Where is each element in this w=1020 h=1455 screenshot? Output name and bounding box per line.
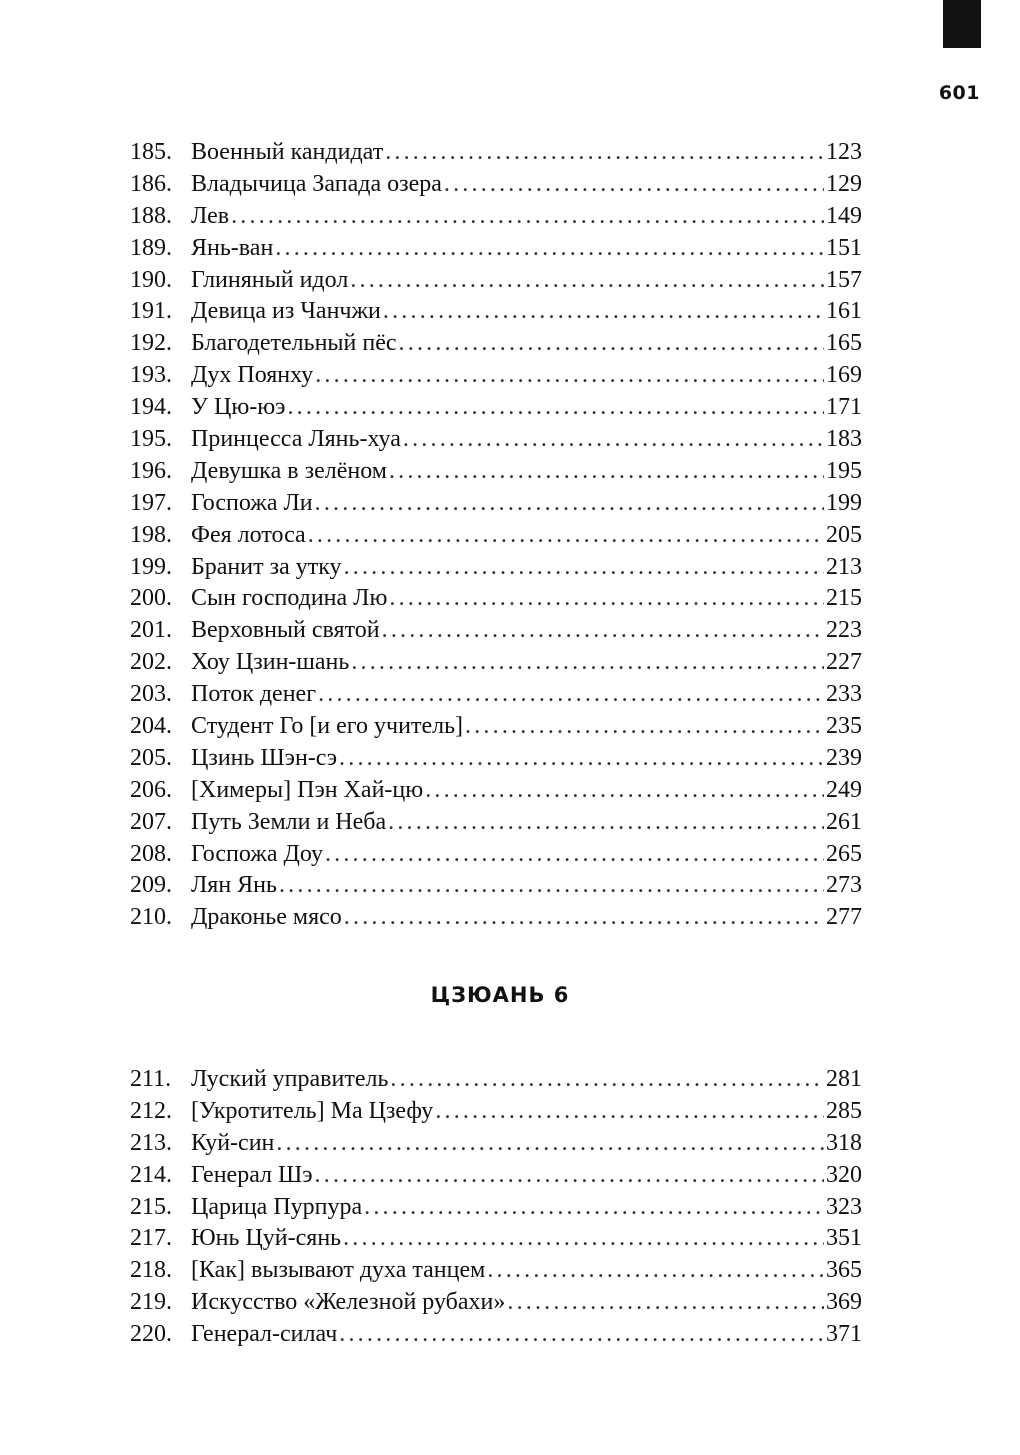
toc-entry-page: 273: [826, 872, 862, 899]
toc-entry: [130, 743, 862, 775]
toc-entry-title: Царица Пурпура: [191, 1193, 363, 1220]
toc-entry-page: 171: [826, 394, 862, 421]
toc-entry-title: Госпожа Доу: [191, 840, 323, 867]
toc-entry-title: Драконье мясо: [191, 904, 342, 931]
toc-entry-page: 129: [826, 170, 862, 197]
toc-leader-dots: [276, 1128, 824, 1160]
toc-entry-page: 281: [826, 1066, 862, 1092]
toc-entry: [130, 615, 862, 647]
toc-entry-page: 320: [826, 1161, 862, 1188]
toc-entry-title: У Цю-юэ: [191, 394, 286, 421]
toc-entry-title: Янь-ван: [191, 234, 274, 261]
toc-entry-title: [Химеры] Пэн Хай-цю: [191, 776, 424, 803]
toc-entry-number: 204.: [130, 713, 172, 740]
toc-entry-number: 215.: [130, 1193, 172, 1220]
page-number: 601: [938, 82, 980, 104]
toc-leader-dots: [339, 743, 824, 775]
toc-entry-title: Благодетельный пёс: [191, 330, 397, 357]
toc-entry: [130, 296, 862, 328]
toc-entry-title: Юнь Цуй-сянь: [191, 1225, 342, 1252]
toc-list-part-1: [130, 137, 862, 934]
toc-leader-dots: [382, 615, 824, 647]
toc-entry: [130, 328, 862, 360]
toc-entry-number: 185.: [130, 139, 172, 165]
thumb-index-tab: [943, 0, 981, 48]
toc-leader-dots: [344, 902, 824, 934]
toc-entry-page: 199: [826, 489, 862, 516]
toc-leader-dots: [231, 201, 824, 233]
toc-entry: [130, 392, 862, 424]
toc-leader-dots: [388, 807, 824, 839]
toc-entry-number: 189.: [130, 234, 172, 261]
toc-leader-dots: [287, 392, 824, 424]
toc-entry: [130, 1192, 862, 1224]
toc-entry-page: 365: [826, 1257, 862, 1284]
toc-entry-page: 149: [826, 202, 862, 229]
toc-entry-number: 219.: [130, 1289, 172, 1316]
toc-entry-number: 202.: [130, 649, 172, 676]
toc-entry-title: Фея лотоса: [191, 521, 306, 548]
toc-entry-number: 203.: [130, 681, 172, 708]
toc-entry-number: 191.: [130, 298, 172, 325]
toc-entry: [130, 1255, 862, 1287]
toc-entry: [130, 1287, 862, 1319]
toc-leader-dots: [344, 552, 824, 584]
toc-entry: [130, 137, 862, 169]
toc-entry-page: 261: [826, 808, 862, 835]
toc-entry-title: Принцесса Лянь-хуа: [191, 426, 401, 453]
toc-entry-page: 235: [826, 713, 862, 740]
toc-leader-dots: [444, 169, 824, 201]
toc-entry-page: 285: [826, 1097, 862, 1124]
toc-entry-title: Девушка в зелёном: [191, 457, 387, 484]
toc-entry-title: Луский управитель: [191, 1066, 389, 1092]
toc-entry: [130, 870, 862, 902]
toc-leader-dots: [465, 711, 824, 743]
toc-entry-page: 227: [826, 649, 862, 676]
toc-entry: [130, 265, 862, 297]
toc-entry: [130, 679, 862, 711]
toc-entry-title: Девица из Чанчжи: [191, 298, 381, 325]
toc-leader-dots: [389, 456, 824, 488]
toc-entry-title: Хоу Цзин-шань: [191, 649, 350, 676]
toc-entry: [130, 456, 862, 488]
toc-leader-dots: [389, 583, 824, 615]
toc-entry-page: 205: [826, 521, 862, 548]
toc-leader-dots: [308, 520, 824, 552]
toc-entry-number: 199.: [130, 553, 172, 580]
toc-entry: [130, 233, 862, 265]
toc-entry-title: Путь Земли и Неба: [191, 808, 387, 835]
toc-leader-dots: [383, 296, 824, 328]
toc-entry-page: 371: [826, 1321, 862, 1348]
toc-entry-page: 169: [826, 362, 862, 389]
toc-leader-dots: [315, 360, 824, 392]
toc-entry-page: 151: [826, 234, 862, 261]
toc-entry-number: 208.: [130, 840, 172, 867]
toc-entry-number: 209.: [130, 872, 172, 899]
toc-entry: [130, 902, 862, 934]
toc-entry-page: 223: [826, 617, 862, 644]
toc-entry: [130, 807, 862, 839]
toc-leader-dots: [390, 1064, 824, 1096]
toc-entry-page: 157: [826, 266, 862, 293]
toc-entry-page: 165: [826, 330, 862, 357]
toc-entry-number: 206.: [130, 776, 172, 803]
toc-entry-page: 233: [826, 681, 862, 708]
toc-leader-dots: [507, 1287, 824, 1319]
toc-entry-page: 215: [826, 585, 862, 612]
toc-leader-dots: [399, 328, 824, 360]
toc-entry-title: Глиняный идол: [191, 266, 349, 293]
toc-entry-number: 201.: [130, 617, 172, 644]
toc-entry: [130, 647, 862, 679]
toc-entry-title: Дух Поянху: [191, 362, 314, 389]
toc-leader-dots: [364, 1192, 824, 1224]
toc-entry-title: Студент Го [и его учитель]: [191, 713, 464, 740]
toc-entry-title: Владычица Запада озера: [191, 170, 442, 197]
toc-entry-number: 197.: [130, 489, 172, 516]
toc-entry-page: 369: [826, 1289, 862, 1316]
toc-entry-title: Лев: [191, 202, 230, 229]
toc-entry-title: Цзинь Шэн-сэ: [191, 744, 338, 771]
toc-entry-title: Сын господина Лю: [191, 585, 388, 612]
toc-entry-title: Куй-син: [191, 1129, 275, 1156]
toc-entry-title: Лян Янь: [191, 872, 277, 899]
toc-entry-page: 318: [826, 1129, 862, 1156]
toc-leader-dots: [425, 775, 824, 807]
toc-entry-number: 195.: [130, 426, 172, 453]
toc-entry-page: 161: [826, 298, 862, 325]
toc-entry: [130, 201, 862, 233]
toc-entry-number: 192.: [130, 330, 172, 357]
toc-entry-number: 211.: [130, 1066, 172, 1092]
toc-entry-page: 351: [826, 1225, 862, 1252]
toc-entry: [130, 1223, 862, 1255]
toc-leader-dots: [315, 488, 824, 520]
toc-entry-title: Искусство «Железной рубахи»: [191, 1289, 506, 1316]
toc-entry-title: Бранит за утку: [191, 553, 342, 580]
toc-entry: [130, 169, 862, 201]
toc-entry: [130, 711, 862, 743]
toc-entry-title: Госпожа Ли: [191, 489, 313, 516]
toc-entry: [130, 552, 862, 584]
toc-entry-number: 205.: [130, 744, 172, 771]
toc-entry-title: [Как] вызывают духа танцем: [191, 1257, 486, 1284]
toc-leader-dots: [315, 1160, 824, 1192]
toc-entry: [130, 1128, 862, 1160]
toc-entry-page: 323: [826, 1193, 862, 1220]
toc-leader-dots: [487, 1255, 824, 1287]
toc-entry-number: 207.: [130, 808, 172, 835]
toc-entry: [130, 1096, 862, 1128]
toc-entry-title: [Укротитель] Ма Цзефу: [191, 1097, 434, 1124]
toc-entry-number: 220.: [130, 1321, 172, 1348]
toc-entry-title: Верховный святой: [191, 617, 380, 644]
toc-entry-number: 217.: [130, 1225, 172, 1252]
toc-leader-dots: [403, 424, 824, 456]
toc-entry-page: 183: [826, 426, 862, 453]
section-heading: ЦЗЮАНЬ 6: [430, 983, 570, 1007]
toc-entry: [130, 424, 862, 456]
toc-leader-dots: [351, 647, 824, 679]
toc-entry-page: 265: [826, 840, 862, 867]
toc-entry-number: 218.: [130, 1257, 172, 1284]
toc-leader-dots: [279, 870, 824, 902]
toc-leader-dots: [343, 1223, 824, 1255]
toc-leader-dots: [275, 233, 824, 265]
toc-entry: [130, 488, 862, 520]
toc-entry-number: 212.: [130, 1097, 172, 1124]
toc-entry-page: 277: [826, 904, 862, 931]
toc-entry-number: 188.: [130, 202, 172, 229]
toc-entry: [130, 775, 862, 807]
toc-leader-dots: [385, 137, 824, 169]
toc-leader-dots: [339, 1319, 824, 1351]
toc-leader-dots: [350, 265, 824, 297]
toc-entry: [130, 520, 862, 552]
toc-entry: [130, 839, 862, 871]
toc-entry: [130, 1319, 862, 1351]
toc-entry-title: Генерал Шэ: [191, 1161, 313, 1188]
toc-entry-number: 190.: [130, 266, 172, 293]
toc-leader-dots: [435, 1096, 824, 1128]
toc-leader-dots: [318, 679, 824, 711]
toc-entry-page: 239: [826, 744, 862, 771]
toc-entry: [130, 1064, 862, 1096]
toc-entry-page: 123: [826, 139, 862, 165]
toc-entry-number: 193.: [130, 362, 172, 389]
toc-entry-title: Поток денег: [191, 681, 317, 708]
toc-entry-number: 210.: [130, 904, 172, 931]
toc-entry-number: 213.: [130, 1129, 172, 1156]
toc-list-part-2: [130, 1064, 862, 1351]
toc-entry-number: 196.: [130, 457, 172, 484]
toc-entry-number: 200.: [130, 585, 172, 612]
toc-entry: [130, 583, 862, 615]
toc-entry-title: Военный кандидат: [191, 139, 384, 165]
toc-entry-number: 194.: [130, 394, 172, 421]
toc-entry-title: Генерал-силач: [191, 1321, 338, 1348]
toc-entry: [130, 1160, 862, 1192]
toc-entry: [130, 360, 862, 392]
toc-leader-dots: [325, 839, 824, 871]
toc-entry-page: 195: [826, 457, 862, 484]
toc-entry-number: 186.: [130, 170, 172, 197]
toc-entry-number: 198.: [130, 521, 172, 548]
toc-entry-page: 213: [826, 553, 862, 580]
toc-entry-page: 249: [826, 776, 862, 803]
toc-entry-number: 214.: [130, 1161, 172, 1188]
